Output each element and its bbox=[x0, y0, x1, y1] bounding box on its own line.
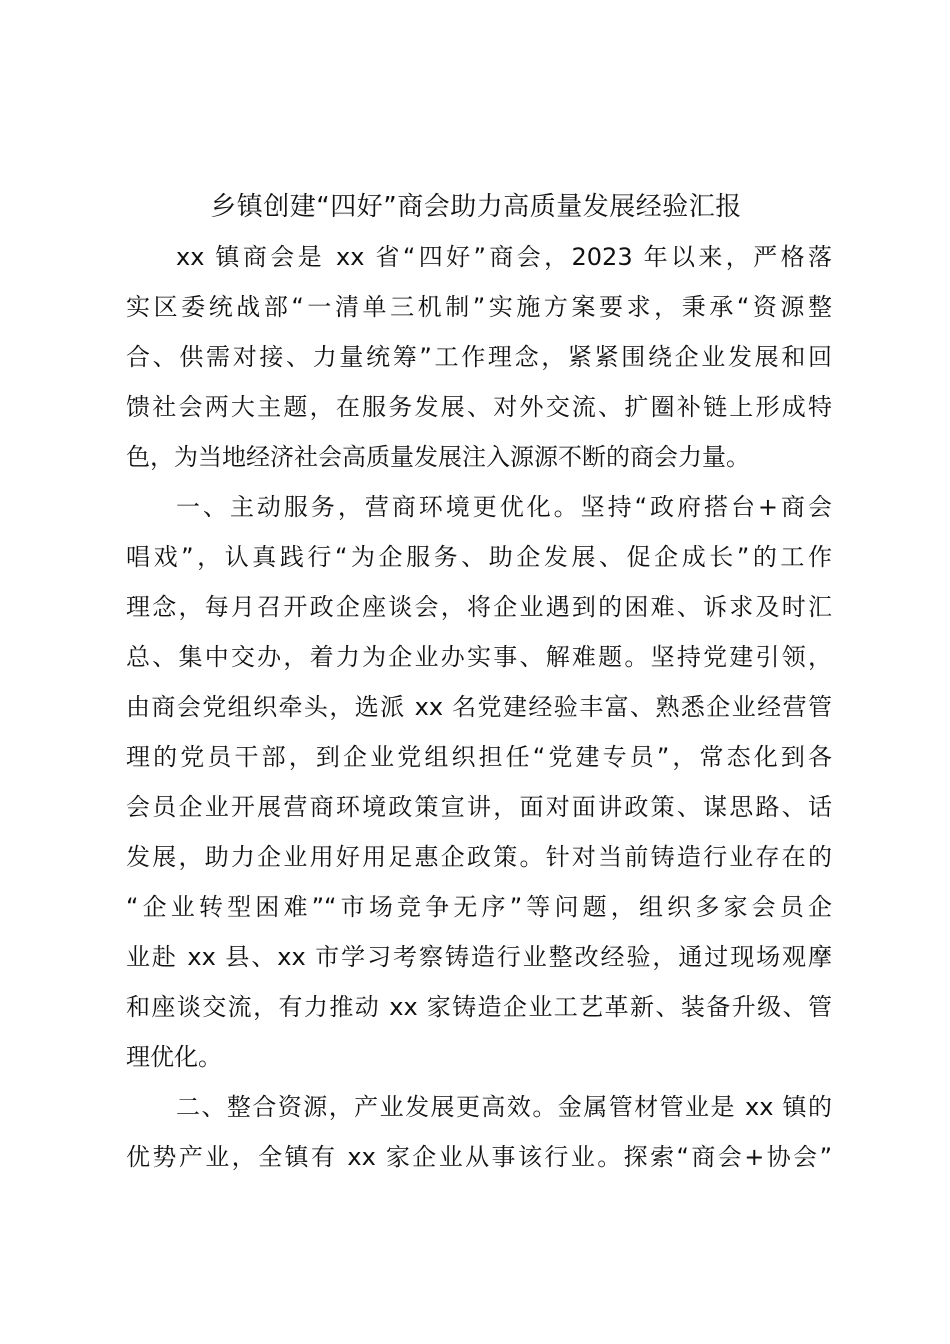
paragraph-1-line-2: 实区委统战部“一清单三机制”实施方案要求，秉承“资源整 bbox=[126, 293, 832, 321]
paragraph-2-line-8: 发展，助力企业用好用足惠企政策。针对当前铸造行业存在的 bbox=[126, 843, 832, 871]
paragraph-2-line-3: 理念，每月召开政企座谈会，将企业遇到的困难、诉求及时汇 bbox=[126, 593, 832, 621]
paragraph-1-line-4: 馈社会两大主题，在服务发展、对外交流、扩圈补链上形成特 bbox=[126, 393, 832, 421]
paragraph-2-line-9: “企业转型困难”“市场竞争无序”等问题，组织多家会员企 bbox=[126, 893, 832, 921]
paragraph-1-line-1: xx 镇商会是 xx 省“四好”商会，2023 年以来，严格落 bbox=[176, 243, 832, 271]
paragraph-2-line-7: 会员企业开展营商环境政策宣讲，面对面讲政策、谋思路、话 bbox=[126, 793, 832, 821]
paragraph-2-line-4: 总、集中交办，着力为企业办实事、解难题。坚持党建引领， bbox=[126, 643, 832, 671]
paragraph-2-line-2: 唱戏”，认真践行“为企服务、助企发展、促企成长”的工作 bbox=[126, 543, 832, 571]
paragraph-1-line-3: 合、供需对接、力量统筹”工作理念，紧紧围绕企业发展和回 bbox=[126, 343, 832, 371]
paragraph-1-line-5: 色，为当地经济社会高质量发展注入源源不断的商会力量。 bbox=[126, 443, 750, 471]
document-title: 乡镇创建“四好”商会助力高质量发展经验汇报 bbox=[210, 192, 742, 222]
paragraph-3-line-2: 优势产业，全镇有 xx 家企业从事该行业。探索“商会+协会” bbox=[126, 1143, 832, 1171]
paragraph-2-line-12: 理优化。 bbox=[126, 1043, 222, 1071]
paragraph-2-line-1: 一、主动服务，营商环境更优化。坚持“政府搭台+商会 bbox=[176, 493, 832, 521]
paragraph-2-line-10: 业赴 xx 县、xx 市学习考察铸造行业整改经验，通过现场观摩 bbox=[126, 943, 832, 971]
paragraph-3-line-1: 二、整合资源，产业发展更高效。金属管材管业是 xx 镇的 bbox=[176, 1093, 832, 1121]
paragraph-2-line-5: 由商会党组织牵头，选派 xx 名党建经验丰富、熟悉企业经营管 bbox=[126, 693, 832, 721]
paragraph-2-line-6: 理的党员干部，到企业党组织担任“党建专员”，常态化到各 bbox=[126, 743, 832, 771]
paragraph-2-line-11: 和座谈交流，有力推动 xx 家铸造企业工艺革新、装备升级、管 bbox=[126, 993, 832, 1021]
document-body bbox=[126, 232, 832, 1182]
